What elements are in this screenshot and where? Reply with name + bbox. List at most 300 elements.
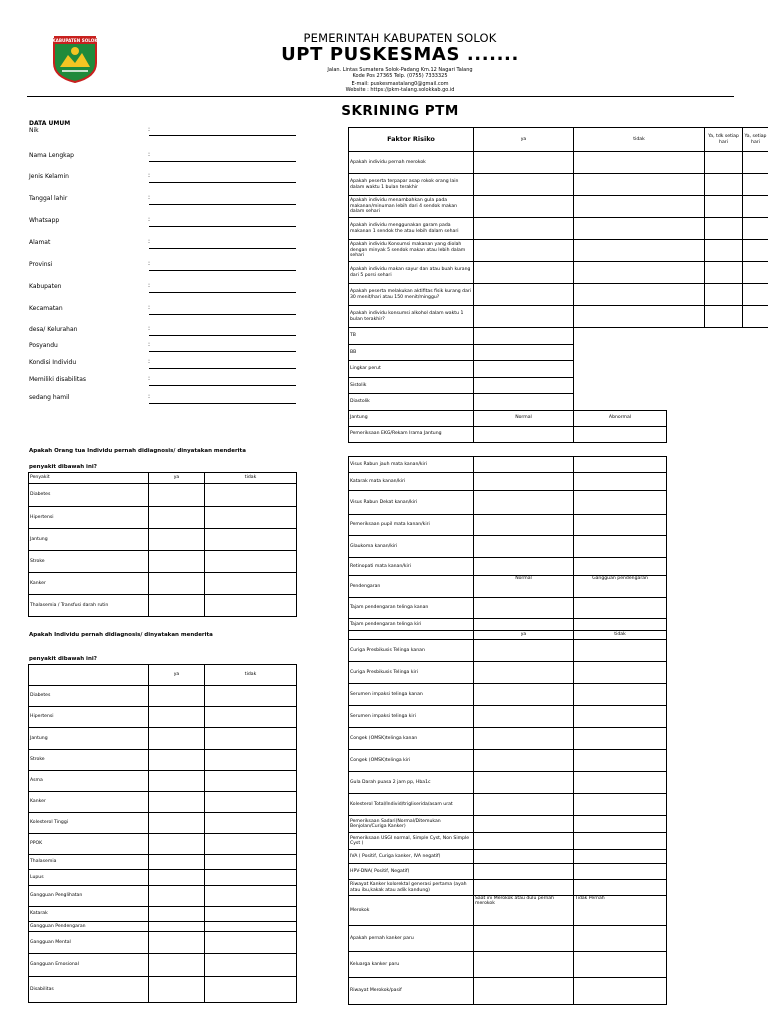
answer-cell[interactable] bbox=[474, 926, 574, 952]
answer-cell[interactable] bbox=[574, 457, 667, 473]
family-history-table bbox=[28, 472, 297, 617]
table-row bbox=[349, 772, 667, 794]
field-colon: : bbox=[148, 325, 151, 332]
ekg-value[interactable] bbox=[474, 426, 574, 442]
ya-cell[interactable] bbox=[149, 922, 205, 932]
answer-cell[interactable] bbox=[574, 152, 705, 174]
family-history-question-2: penyakit dibawah ini? bbox=[29, 464, 97, 470]
answer-cell[interactable] bbox=[474, 850, 574, 864]
exam-label: IVA ( Positif, Curiga kanker, IVA negatif) bbox=[349, 850, 474, 864]
tidak-cell[interactable] bbox=[205, 977, 297, 1003]
header-cell: Faktor Risiko bbox=[349, 128, 474, 152]
field-label: Whatsapp bbox=[29, 217, 60, 224]
measurement-label: BB bbox=[349, 344, 474, 361]
answer-cell[interactable] bbox=[574, 640, 667, 662]
table-row bbox=[349, 619, 667, 631]
table-row bbox=[349, 833, 667, 850]
answer-cell[interactable] bbox=[574, 750, 667, 772]
tidak-cell[interactable] bbox=[205, 771, 297, 792]
ekg-label: Pemeriksaan EKG/Rekam Irama Jantung bbox=[349, 426, 474, 442]
answer-cell[interactable] bbox=[474, 262, 574, 284]
answer-cell[interactable] bbox=[705, 284, 743, 306]
answer-cell[interactable] bbox=[474, 952, 574, 978]
answer-cell[interactable] bbox=[743, 196, 768, 218]
ya-cell[interactable] bbox=[149, 855, 205, 870]
answer-cell[interactable] bbox=[474, 174, 574, 196]
disease-label: Stroke bbox=[29, 750, 149, 771]
table-row bbox=[349, 394, 667, 411]
ya-cell[interactable] bbox=[149, 595, 205, 617]
answer-cell[interactable] bbox=[474, 816, 574, 833]
answer-cell[interactable] bbox=[474, 473, 574, 491]
answer-cell[interactable] bbox=[574, 536, 667, 558]
disease-label: Jantung bbox=[29, 728, 149, 750]
tidak-cell[interactable] bbox=[205, 922, 297, 932]
field-input-line[interactable] bbox=[149, 403, 296, 404]
risk-label: Apakah individu Konsumsi makanan yang diolah dengan minyak 5 sendok makan atau lebih dalam sehari bbox=[349, 240, 474, 262]
disease-label: Asma bbox=[29, 771, 149, 792]
header-cell bbox=[29, 665, 149, 686]
tidak-cell[interactable] bbox=[205, 870, 297, 886]
field-label: Nik bbox=[29, 127, 39, 134]
tidak-cell[interactable] bbox=[205, 792, 297, 813]
field-colon: : bbox=[148, 393, 151, 400]
tidak-cell[interactable] bbox=[205, 886, 297, 907]
table-row bbox=[29, 932, 297, 954]
exam-label: Merokok bbox=[349, 896, 474, 926]
answer-cell[interactable] bbox=[743, 306, 768, 328]
field-input-line[interactable] bbox=[149, 314, 296, 315]
answer-cell[interactable] bbox=[474, 684, 574, 706]
data-umum-heading: DATA UMUM bbox=[29, 120, 71, 127]
email-line: E-mail: puskesmastalang0@gmail.com bbox=[351, 81, 449, 87]
answer-cell[interactable] bbox=[574, 978, 667, 1005]
ya-cell[interactable] bbox=[149, 954, 205, 977]
answer-cell[interactable] bbox=[574, 174, 705, 196]
ya-cell[interactable] bbox=[149, 707, 205, 728]
table-row bbox=[29, 870, 297, 886]
phone-line: Kode Pos 27365 Telp. (0755) 7333325 bbox=[352, 73, 448, 79]
measurement-value[interactable] bbox=[474, 328, 574, 345]
field-label: sedang hamil bbox=[29, 394, 70, 401]
table-row bbox=[349, 576, 667, 598]
field-colon: : bbox=[148, 341, 151, 348]
answer-cell[interactable] bbox=[574, 850, 667, 864]
field-colon: : bbox=[148, 375, 151, 382]
table-row bbox=[29, 484, 297, 507]
jantung-option[interactable]: Normal bbox=[474, 410, 574, 426]
ya-cell[interactable] bbox=[149, 834, 205, 855]
ya-cell[interactable] bbox=[149, 813, 205, 834]
answer-cell[interactable] bbox=[743, 218, 768, 240]
table-row bbox=[349, 880, 667, 896]
disease-label: Stroke bbox=[29, 551, 149, 573]
empty-cell bbox=[574, 377, 667, 394]
header-cell: ya bbox=[149, 473, 205, 484]
exam-label: Curiga Presbikusis Telinga kiri bbox=[349, 662, 474, 684]
field-colon: : bbox=[148, 216, 151, 223]
answer-cell[interactable] bbox=[574, 262, 705, 284]
header-cell: tidak bbox=[205, 473, 297, 484]
website-line: Website : https://pkm-talang.solokkab.go.id bbox=[345, 87, 455, 93]
table-row bbox=[349, 473, 667, 491]
measurement-value[interactable] bbox=[474, 361, 574, 378]
answer-cell[interactable] bbox=[574, 491, 667, 515]
tidak-cell[interactable] bbox=[205, 907, 297, 922]
disease-label: Diabetes bbox=[29, 484, 149, 507]
table-row bbox=[29, 686, 297, 707]
hearing-option[interactable]: Gangguan pendengaran bbox=[574, 576, 667, 598]
answer-cell[interactable] bbox=[574, 598, 667, 619]
field-input-line[interactable] bbox=[149, 270, 296, 271]
tidak-cell[interactable] bbox=[205, 551, 297, 573]
tidak-cell[interactable] bbox=[205, 750, 297, 771]
disease-label: Gangguan Emosional bbox=[29, 954, 149, 977]
ya-cell[interactable] bbox=[149, 977, 205, 1003]
answer-cell[interactable] bbox=[705, 306, 743, 328]
tidak-cell[interactable] bbox=[205, 529, 297, 551]
table-row bbox=[349, 706, 667, 728]
answer-cell[interactable] bbox=[474, 864, 574, 880]
answer-cell[interactable] bbox=[474, 728, 574, 750]
answer-cell[interactable] bbox=[474, 750, 574, 772]
exam-label: Glaukoma kanan/kiri bbox=[349, 536, 474, 558]
field-input-line[interactable] bbox=[149, 182, 296, 183]
table-row bbox=[349, 284, 768, 306]
exam-label: Congek (OMSK)telinga kiri bbox=[349, 750, 474, 772]
answer-cell[interactable] bbox=[574, 240, 705, 262]
table-row bbox=[349, 196, 768, 218]
exam-label: Curiga Presbikusis Telinga kanan bbox=[349, 640, 474, 662]
answer-cell[interactable] bbox=[705, 152, 743, 174]
answer-cell[interactable] bbox=[574, 794, 667, 816]
ya-cell[interactable] bbox=[149, 792, 205, 813]
answer-cell[interactable] bbox=[574, 558, 667, 576]
answer-cell[interactable] bbox=[574, 196, 705, 218]
address-line: Jalan. Lintas Sumatera Solok-Padang Km.12 Nagari Talang bbox=[327, 67, 473, 73]
header-cell: ya bbox=[474, 631, 574, 640]
answer-cell[interactable] bbox=[574, 864, 667, 880]
exam-label: Serumen impaksi telinga kanan bbox=[349, 684, 474, 706]
answer-cell[interactable] bbox=[743, 262, 768, 284]
header-cell: Penyakit bbox=[29, 473, 149, 484]
tidak-cell[interactable] bbox=[205, 484, 297, 507]
table-row bbox=[349, 344, 667, 361]
answer-cell[interactable] bbox=[474, 536, 574, 558]
exam-table bbox=[348, 456, 667, 1005]
header-divider bbox=[27, 96, 734, 97]
disease-label: Thalasemia bbox=[29, 855, 149, 870]
table-row bbox=[349, 684, 667, 706]
answer-cell[interactable] bbox=[474, 284, 574, 306]
table-row bbox=[29, 771, 297, 792]
exam-label: Pemeriksaan USGI normal, Simple Cyst, Non Simple Cyst ) bbox=[349, 833, 474, 850]
tidak-cell[interactable] bbox=[205, 707, 297, 728]
field-label: Alamat bbox=[29, 239, 51, 246]
answer-cell[interactable] bbox=[574, 515, 667, 536]
field-input-line[interactable] bbox=[149, 204, 296, 205]
exam-label: Gula Darah puasa 2 jam pp, Hba1c bbox=[349, 772, 474, 794]
answer-cell[interactable] bbox=[474, 640, 574, 662]
exam-label: Kolesterol Total/Individ/trigliserida/asam urat bbox=[349, 794, 474, 816]
answer-cell[interactable] bbox=[574, 952, 667, 978]
table-row bbox=[29, 922, 297, 932]
individual-history-question-2: penyakit dibawah ini? bbox=[29, 656, 97, 662]
answer-cell[interactable] bbox=[474, 619, 574, 631]
disease-label: Kanker bbox=[29, 573, 149, 595]
answer-cell[interactable] bbox=[574, 728, 667, 750]
table-row bbox=[29, 954, 297, 977]
ya-cell[interactable] bbox=[149, 686, 205, 707]
answer-cell[interactable] bbox=[474, 978, 574, 1005]
ya-cell[interactable] bbox=[149, 771, 205, 792]
ekg-value-2[interactable] bbox=[574, 426, 667, 442]
table-row bbox=[29, 886, 297, 907]
answer-cell[interactable] bbox=[474, 833, 574, 850]
answer-cell[interactable] bbox=[705, 196, 743, 218]
disease-label: Disabilitas bbox=[29, 977, 149, 1003]
answer-cell[interactable] bbox=[474, 794, 574, 816]
ya-cell[interactable] bbox=[149, 932, 205, 954]
answer-cell[interactable] bbox=[574, 833, 667, 850]
table-row bbox=[349, 377, 667, 394]
exam-label: Tajam pendengaran telinga kanan bbox=[349, 598, 474, 619]
exam-label: Visus Rabun Dekat kanan/kiri bbox=[349, 491, 474, 515]
answer-cell[interactable] bbox=[574, 284, 705, 306]
answer-cell[interactable] bbox=[574, 684, 667, 706]
field-label: Kabupaten bbox=[29, 283, 62, 290]
field-input-line[interactable] bbox=[149, 292, 296, 293]
exam-label: Pendengaran bbox=[349, 576, 474, 598]
tidak-cell[interactable] bbox=[205, 813, 297, 834]
answer-cell[interactable] bbox=[474, 196, 574, 218]
disease-label: Gangguan Penglihatan bbox=[29, 886, 149, 907]
answer-cell[interactable] bbox=[474, 306, 574, 328]
answer-cell[interactable] bbox=[574, 306, 705, 328]
table-row bbox=[29, 728, 297, 750]
table-row bbox=[29, 595, 297, 617]
answer-cell[interactable] bbox=[474, 152, 574, 174]
header-cell: Ya, tdk setiap hari bbox=[705, 128, 743, 152]
field-label: Nama Lengkap bbox=[29, 152, 74, 159]
tidak-cell[interactable] bbox=[205, 728, 297, 750]
table-row bbox=[349, 952, 667, 978]
ya-cell[interactable] bbox=[149, 551, 205, 573]
tidak-cell[interactable] bbox=[205, 573, 297, 595]
exam-label: Riwayat Merokok/pasif bbox=[349, 978, 474, 1005]
table-row bbox=[349, 361, 667, 378]
table-row bbox=[349, 598, 667, 619]
risk-label: Apakah individu menggunakan garam pada makanan 1 sendok the atau lebih dalam sehari bbox=[349, 218, 474, 240]
field-input-line[interactable] bbox=[149, 135, 296, 136]
measurement-value[interactable] bbox=[474, 377, 574, 394]
header-cell: tidak bbox=[205, 665, 297, 686]
disease-label: Hipertensi bbox=[29, 507, 149, 529]
risk-label: Apakah individu konsumsi alkohol dalam waktu 1 bulan terakhir? bbox=[349, 306, 474, 328]
field-input-line[interactable] bbox=[149, 335, 296, 336]
disease-label: Gangguan Mental bbox=[29, 932, 149, 954]
field-input-line[interactable] bbox=[149, 226, 296, 227]
field-colon: : bbox=[148, 260, 151, 267]
field-colon: : bbox=[148, 151, 151, 158]
answer-cell[interactable] bbox=[474, 491, 574, 515]
measurement-label: Diastolik bbox=[349, 394, 474, 411]
exam-label: Visus Rabun jauh mata kanan/kiri bbox=[349, 457, 474, 473]
table-row bbox=[349, 896, 667, 926]
empty-cell bbox=[574, 328, 667, 345]
tidak-cell[interactable] bbox=[205, 595, 297, 617]
answer-cell[interactable] bbox=[705, 218, 743, 240]
field-input-line[interactable] bbox=[149, 248, 296, 249]
tidak-cell[interactable] bbox=[205, 932, 297, 954]
answer-cell[interactable] bbox=[574, 816, 667, 833]
tidak-cell[interactable] bbox=[205, 686, 297, 707]
table-row bbox=[349, 218, 768, 240]
ya-cell[interactable] bbox=[149, 529, 205, 551]
answer-cell[interactable] bbox=[574, 473, 667, 491]
tidak-cell[interactable] bbox=[205, 855, 297, 870]
table-row bbox=[349, 328, 667, 345]
table-row bbox=[349, 240, 768, 262]
header-cell: tidak bbox=[574, 128, 705, 152]
table-row bbox=[349, 926, 667, 952]
table-row bbox=[29, 855, 297, 870]
jantung-option[interactable]: Abnormal bbox=[574, 410, 667, 426]
field-colon: : bbox=[148, 238, 151, 245]
measurement-value[interactable] bbox=[474, 394, 574, 411]
answer-cell[interactable] bbox=[474, 558, 574, 576]
answer-cell[interactable] bbox=[743, 284, 768, 306]
field-label: Posyandu bbox=[29, 342, 58, 349]
field-colon: : bbox=[148, 282, 151, 289]
field-label: Provinsi bbox=[29, 261, 53, 268]
individual-history-table bbox=[28, 664, 297, 1003]
answer-cell[interactable] bbox=[474, 218, 574, 240]
tidak-cell[interactable] bbox=[205, 834, 297, 855]
field-input-line[interactable] bbox=[149, 351, 296, 352]
table-row bbox=[29, 813, 297, 834]
answer-cell[interactable] bbox=[474, 598, 574, 619]
answer-cell[interactable] bbox=[474, 515, 574, 536]
measurement-value[interactable] bbox=[474, 344, 574, 361]
table-row bbox=[349, 491, 667, 515]
merokok-option[interactable]: Saat ini Merokok atau dulu pernah merokok bbox=[474, 896, 574, 926]
measurement-table bbox=[348, 327, 667, 443]
exam-label: Congek (OMSK)telinga kanan bbox=[349, 728, 474, 750]
answer-cell[interactable] bbox=[743, 240, 768, 262]
answer-cell[interactable] bbox=[705, 174, 743, 196]
table-row bbox=[349, 750, 667, 772]
risk-label: Apakah peserta melakukan aktifitas fisik kurang dari 30 menit/hari atau 150 menit/minggu? bbox=[349, 284, 474, 306]
answer-cell[interactable] bbox=[574, 662, 667, 684]
header-cell: ya bbox=[474, 128, 574, 152]
answer-cell[interactable] bbox=[474, 880, 574, 896]
disease-label: Kolesterol Tinggi bbox=[29, 813, 149, 834]
answer-cell[interactable] bbox=[574, 619, 667, 631]
header-cell: ya bbox=[149, 665, 205, 686]
answer-cell[interactable] bbox=[574, 706, 667, 728]
ya-cell[interactable] bbox=[149, 907, 205, 922]
field-input-line[interactable] bbox=[149, 161, 296, 162]
ya-cell[interactable] bbox=[149, 507, 205, 529]
individual-history-question: Apakah Individu pernah didiagnosis/ dinyatakan menderita bbox=[29, 632, 213, 638]
disease-label: Thalasemia / Transfusi darah rutin bbox=[29, 595, 149, 617]
government-name: PEMERINTAH KABUPATEN SOLOK bbox=[303, 31, 497, 45]
answer-cell[interactable] bbox=[574, 926, 667, 952]
page-title: SKRINING PTM bbox=[341, 103, 459, 119]
field-colon: : bbox=[148, 304, 151, 311]
table-row bbox=[29, 551, 297, 573]
institution-name: UPT PUSKESMAS ....... bbox=[281, 44, 519, 65]
table-row bbox=[349, 536, 667, 558]
table-header bbox=[349, 128, 768, 152]
disease-label: Lupus bbox=[29, 870, 149, 886]
table-row bbox=[29, 507, 297, 529]
answer-cell[interactable] bbox=[705, 262, 743, 284]
table-row bbox=[349, 816, 667, 833]
answer-cell[interactable] bbox=[574, 880, 667, 896]
table-row bbox=[349, 978, 667, 1005]
jantung-label: Jantung bbox=[349, 410, 474, 426]
table-row bbox=[349, 794, 667, 816]
answer-cell[interactable] bbox=[474, 457, 574, 473]
disease-label: Diabetes bbox=[29, 686, 149, 707]
risk-label: Apakah individu pernah merokok bbox=[349, 152, 474, 174]
table-row bbox=[29, 707, 297, 728]
answer-cell[interactable] bbox=[574, 218, 705, 240]
exam-label: Pemeriksaan pupil mata kanan/kiri bbox=[349, 515, 474, 536]
answer-cell[interactable] bbox=[705, 240, 743, 262]
field-colon: : bbox=[148, 194, 151, 201]
ya-cell[interactable] bbox=[149, 573, 205, 595]
disease-label: Kanker bbox=[29, 792, 149, 813]
empty-cell bbox=[574, 394, 667, 411]
risk-label: Apakah individu menambahkan gula pada makanan/minuman lebih dari 4 sendok makan dalam sehari bbox=[349, 196, 474, 218]
exam-label: Katarak mata kanan/kiri bbox=[349, 473, 474, 491]
field-input-line[interactable] bbox=[149, 385, 296, 386]
answer-cell[interactable] bbox=[743, 152, 768, 174]
tidak-cell[interactable] bbox=[205, 954, 297, 977]
table-row bbox=[349, 306, 768, 328]
ya-cell[interactable] bbox=[149, 886, 205, 907]
answer-cell[interactable] bbox=[574, 772, 667, 794]
answer-cell[interactable] bbox=[474, 706, 574, 728]
field-input-line[interactable] bbox=[149, 368, 296, 369]
field-label: Memiliki disabilitas bbox=[29, 376, 87, 383]
merokok-option[interactable]: Tidak Pernah bbox=[574, 896, 667, 926]
ya-cell[interactable] bbox=[149, 870, 205, 886]
hearing-option[interactable]: Normal bbox=[474, 576, 574, 598]
table-row bbox=[349, 640, 667, 662]
empty-cell bbox=[574, 361, 667, 378]
answer-cell[interactable] bbox=[474, 240, 574, 262]
table-row bbox=[349, 174, 768, 196]
table-row bbox=[29, 750, 297, 771]
answer-cell[interactable] bbox=[474, 662, 574, 684]
tidak-cell[interactable] bbox=[205, 507, 297, 529]
answer-cell[interactable] bbox=[743, 174, 768, 196]
disease-label: PPOK bbox=[29, 834, 149, 855]
field-label: Kecamatan bbox=[29, 305, 63, 312]
disease-label: Hipertensi bbox=[29, 707, 149, 728]
risk-label: Apakah individu makan sayur dan atau buah kurang dari 5 porsi sehari bbox=[349, 262, 474, 284]
ya-cell[interactable] bbox=[149, 728, 205, 750]
ya-cell[interactable] bbox=[149, 484, 205, 507]
exam-label: HPV-DNA( Positif, Negatif) bbox=[349, 864, 474, 880]
table-row bbox=[29, 907, 297, 922]
answer-cell[interactable] bbox=[474, 772, 574, 794]
ya-cell[interactable] bbox=[149, 750, 205, 771]
